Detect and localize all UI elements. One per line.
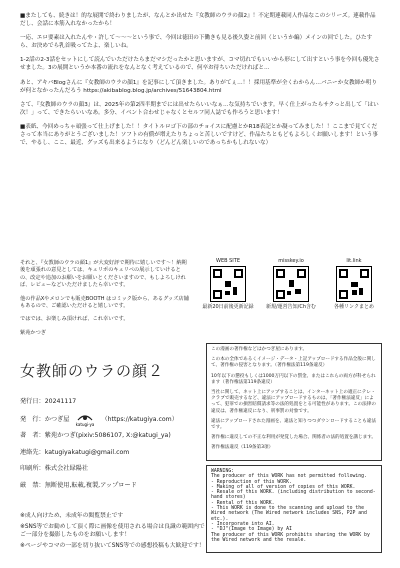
colophon-printer: [20, 461, 205, 478]
afterword-paragraph: さて、『女教師のウラの顔3』は、2025年の第2四半期までには出せたらいいなぁ…な気持ちでいます。早く仕上がったらサクっと出して「はい次！」って、できたらいいなあ。多分、イベント合わせじゃなくとセルフ同人誌でも作ろうと思います！: [20, 101, 379, 116]
colophon-contact: [20, 445, 205, 462]
closing-paragraph: ではでは、お楽しみ頂ければ、これ幸いです。: [20, 316, 129, 323]
warning-line: - Reproduction of this WORK.: [211, 479, 292, 485]
closing-paragraph: それと、『女教師のウラの顔1』が大変好評で期待に嬉しいです～！納期後を頑張れの意見としては、キュリポのキュリペの展示していけるとの、改定や追加のお願いをお願いとくださいますので、もしよろしければ、レビューなどいただけましたら幸いです。: [20, 260, 187, 289]
notice-line: 違法にアップロードされた漫画を、違法と知りつつダウンロードすることも違法です。: [211, 418, 376, 431]
author-signature: 紫苑かつぎ: [20, 329, 46, 336]
colophon-publisher: [20, 411, 205, 429]
afterword-paragraph: ■またしても、続きは！的な展開で終わりましたが、なんとか出せた『女教師のウラの顔2』！不定期連載同人作品なこのシリーズ。連載作品だし、会話に本筋入れなかったから！: [20, 13, 376, 28]
qr-code-icon: [273, 266, 309, 302]
colophon-value: かつぎ屋: [44, 415, 70, 423]
colophon-value: 株式会社緑陽社: [44, 465, 89, 473]
afterword-paragraph: 1-2話の2-3話をセットにして読んでいただけたらまだマシだったかと思いますが、コマ切れでもいいから形にして出すという事を今回も優先させました。3の展開というか本番の流れをなんとなく考えているので、何卒お待ちいただければと…: [20, 57, 380, 72]
colophon-value: 紫苑かつぎ(pixiv:5086107, X:@katugi_ya): [44, 432, 171, 440]
notice-line: この漫画の著作権などはかつぎ屋にあります。: [211, 347, 308, 352]
book-title: 女教師のウラの顔２: [20, 362, 165, 380]
colophon-label: 印刷所：: [20, 465, 45, 473]
colophon-author: [20, 428, 205, 445]
colophon-prohibit: [20, 478, 205, 495]
qr-label: misskey.io: [278, 258, 304, 264]
qr-links: [200, 258, 385, 330]
logo-text: katugi-ya: [76, 421, 95, 427]
warning-line: - Making of all of version of copies of this WORK.: [211, 484, 356, 490]
warning-line: - Rental of this WORK.: [211, 500, 275, 506]
colophon-value: 無断使用,転載,複製,アップロード: [44, 481, 137, 489]
colophon-label: 発行日：: [20, 398, 45, 405]
closing-note: [20, 260, 190, 343]
warning-line: - Resale of this WORK. (including distribution to second-hand stores): [211, 490, 376, 501]
english-warning-notice: [206, 465, 382, 553]
qr-code-icon: [210, 266, 246, 302]
afterword-paragraph: 一応、エロ要素は入れたんや・許して〜〜〜という事で、今回は徳田の下働きも見る後久姿と前回（というか編）メインの回でした。ひたすら、お決めでら乳首吸ってたよ、楽しいね。: [20, 35, 373, 50]
publisher-url[interactable]: （https://katugiya.com）: [101, 415, 178, 423]
colophon: [20, 394, 205, 495]
japanese-copyright-notice: [206, 343, 382, 461]
colophon-label: 厳 禁：: [20, 481, 45, 489]
usage-notes: [20, 512, 205, 552]
notice-line: 10年以下の懲役もしくは1000万円以下の罰金、またはこれらの両方が科せられます（著作権法第119条違反）: [211, 373, 376, 385]
qr-misskey[interactable]: [263, 258, 319, 310]
warning-line: - "DJ"(Image to Image) by AI: [211, 527, 292, 533]
qr-caption: 各種リンクまとめ: [334, 304, 374, 310]
colophon-value: 20241117: [44, 398, 77, 405]
afterword-paragraph: あと、アキバBlogさんに『女教師のウラの顔1』を記事にして頂きました。ありがてぇ…！！採用基準が全くわからん…バニーか女教師か明りが何となかったんだろう https://akibablog.blog.jp/archives/51643804.html: [20, 79, 377, 94]
afterword-text: [20, 12, 380, 153]
notice-line: 当社に関して、ネット上にアップすることは、インターネット上の適正にテレ・クラブで販売するなど、違法にアップロードするものは、「著作権法違反」によって、犯罪での損害賠償請求等の法的処置をとる可能性があります。この法律の違反は、著作権違反になり、刑事罰の対象です。: [211, 390, 376, 414]
usage-note: ※SNS等でお勧めして頂く際に画像を使用される場合は良識の範囲内でご一部分を撮影したものをお願いします！: [20, 523, 205, 539]
qr-litlink[interactable]: [326, 258, 382, 310]
qr-label: WEB SITE: [216, 258, 240, 264]
warning-line: The producer of this WORK prohibits sharing the WORK by the Wired network and the resale.: [211, 532, 370, 543]
colophon-label: 著 者：: [20, 432, 45, 440]
colophon-date: [20, 394, 205, 411]
notice-line: 著作権法違反（119条第3項）: [211, 445, 274, 451]
qr-code-icon: [336, 266, 372, 302]
katugi-ya-logo-icon: [74, 411, 96, 427]
qr-label: lit.link: [346, 258, 362, 264]
contact-email[interactable]: katugiyakatugi@gmail.com: [44, 448, 130, 456]
warning-line: - This WORK is done to the scanning and upload to the Wired network (The Wired network includes SNS, P2P and etc.).: [211, 506, 367, 522]
qr-website[interactable]: [200, 258, 256, 310]
afterword-paragraph: ■表紙、今回めっちゃ頑張って仕上げました！！タイトルロゴ下の部のチョイスに配慮とかR18表記とか凝ってみました！！ここまで見てくださって本当にありがとうございました！ソフトの有償が増えたりちょっと苦しいですけど、作品たちともどもよろしくお願いします！という事で、やるし、ここ、最近、グッズも出来るようになり（どんどん楽しいのであっちかもしれないな）: [20, 123, 379, 147]
qr-caption: 新規/運営告知/Ch含む: [265, 304, 317, 310]
colophon-label: 発 行：: [20, 415, 45, 423]
usage-note: ※成人向けため、未成年の閲覧禁止です: [20, 513, 124, 519]
notice-line: この本の全体であるくイメージ・データ・上記アップロードする作品全般に関して、著作権の侵害となります。（著作権法第119条違反）: [211, 357, 376, 369]
closing-paragraph: 他の作品Xやメロンでも販売BOOTH はコミック版から、あるグッズ店舗もあるので、ご確認いただけると嬉しいです。: [20, 295, 189, 310]
qr-caption: 最新20日前後更新記録: [202, 304, 254, 310]
notice-line: 著作権に違反しての不正な利用が発覚した場合、関係者の法的処置を講じます。: [211, 435, 377, 441]
warning-line: The producer of this WORK has not permitted following.: [211, 474, 367, 480]
warning-line: - Incorporate into AI.: [211, 521, 275, 527]
usage-note: ※ページやコマの一部を切り抜いてSNS等での感想投稿も大歓迎です！: [20, 542, 205, 549]
legal-notices: [206, 343, 382, 555]
warning-heading: WARNING:: [211, 469, 235, 474]
colophon-label: 連絡先：: [20, 448, 45, 456]
